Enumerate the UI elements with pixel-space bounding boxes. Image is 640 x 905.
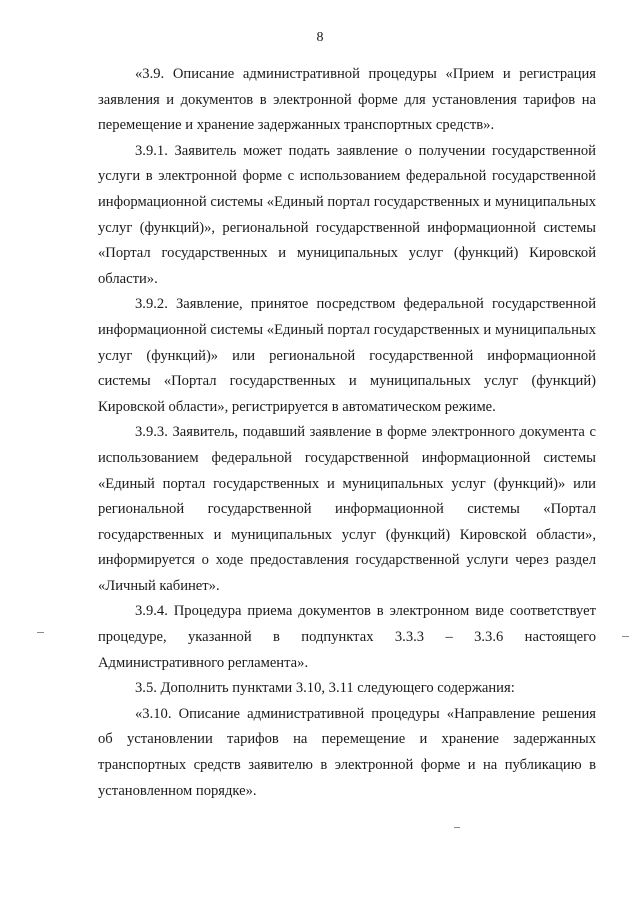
paragraph-3-10: «3.10. Описание административной процедуры «Направление решения об установлении тарифов на перемещение и хранение задержанных транспортных средств заявителю в электронной форме и на публикацию в установленном порядке». <box>98 705 596 799</box>
scan-mark-bottom <box>454 827 460 828</box>
paragraph-3-9-4: 3.9.4. Процедура приема документов в электронном виде соответствует процедуре, указанной в подпунктах 3.3.3 – 3.3.6 настоящего Административного регламента». <box>98 603 596 671</box>
document-body <box>98 62 596 804</box>
scan-mark-right <box>622 636 629 637</box>
paragraph-3-9-1: 3.9.1. Заявитель может подать заявление о получении государственной услуги в электронной форме с использованием федеральной государственной информационной системы «Единый портал государственных и муниципальных услуг (функций)», региональной государственной информационной системы «Портал государственных и муниципальных услуг (функций) Кировской области». <box>98 142 596 287</box>
paragraph-3-5: 3.5. Дополнить пунктами 3.10, 3.11 следующего содержания: <box>135 680 515 697</box>
scan-mark-left <box>37 632 44 633</box>
paragraph-3-9-3: 3.9.3. Заявитель, подавший заявление в форме электронного документа с использованием федеральной государственной информационной системы «Единый портал государственных и муниципальных услуг (функций)» или региональной государственной информационной системы «Портал государственных и муниципальных услуг (функций) Кировской области», информируется о ходе предоставления государственной услуги через раздел «Личный кабинет». <box>98 424 596 594</box>
paragraph-3-9: «3.9. Описание административной процедуры «Прием и регистрация заявления и документов в электронной форме для установления тарифов на перемещение и хранение задержанных транспортных средств». <box>98 66 596 134</box>
paragraph-3-9-2: 3.9.2. Заявление, принятое посредством федеральной государственной информационной системы «Единый портал государственных и муниципальных услуг (функций)» или региональной государственной информационной системы «Портал государственных и муниципальных услуг (функций) Кировской области», регистрируется в автоматическом режиме. <box>98 296 596 415</box>
page-number: 8 <box>316 30 324 45</box>
